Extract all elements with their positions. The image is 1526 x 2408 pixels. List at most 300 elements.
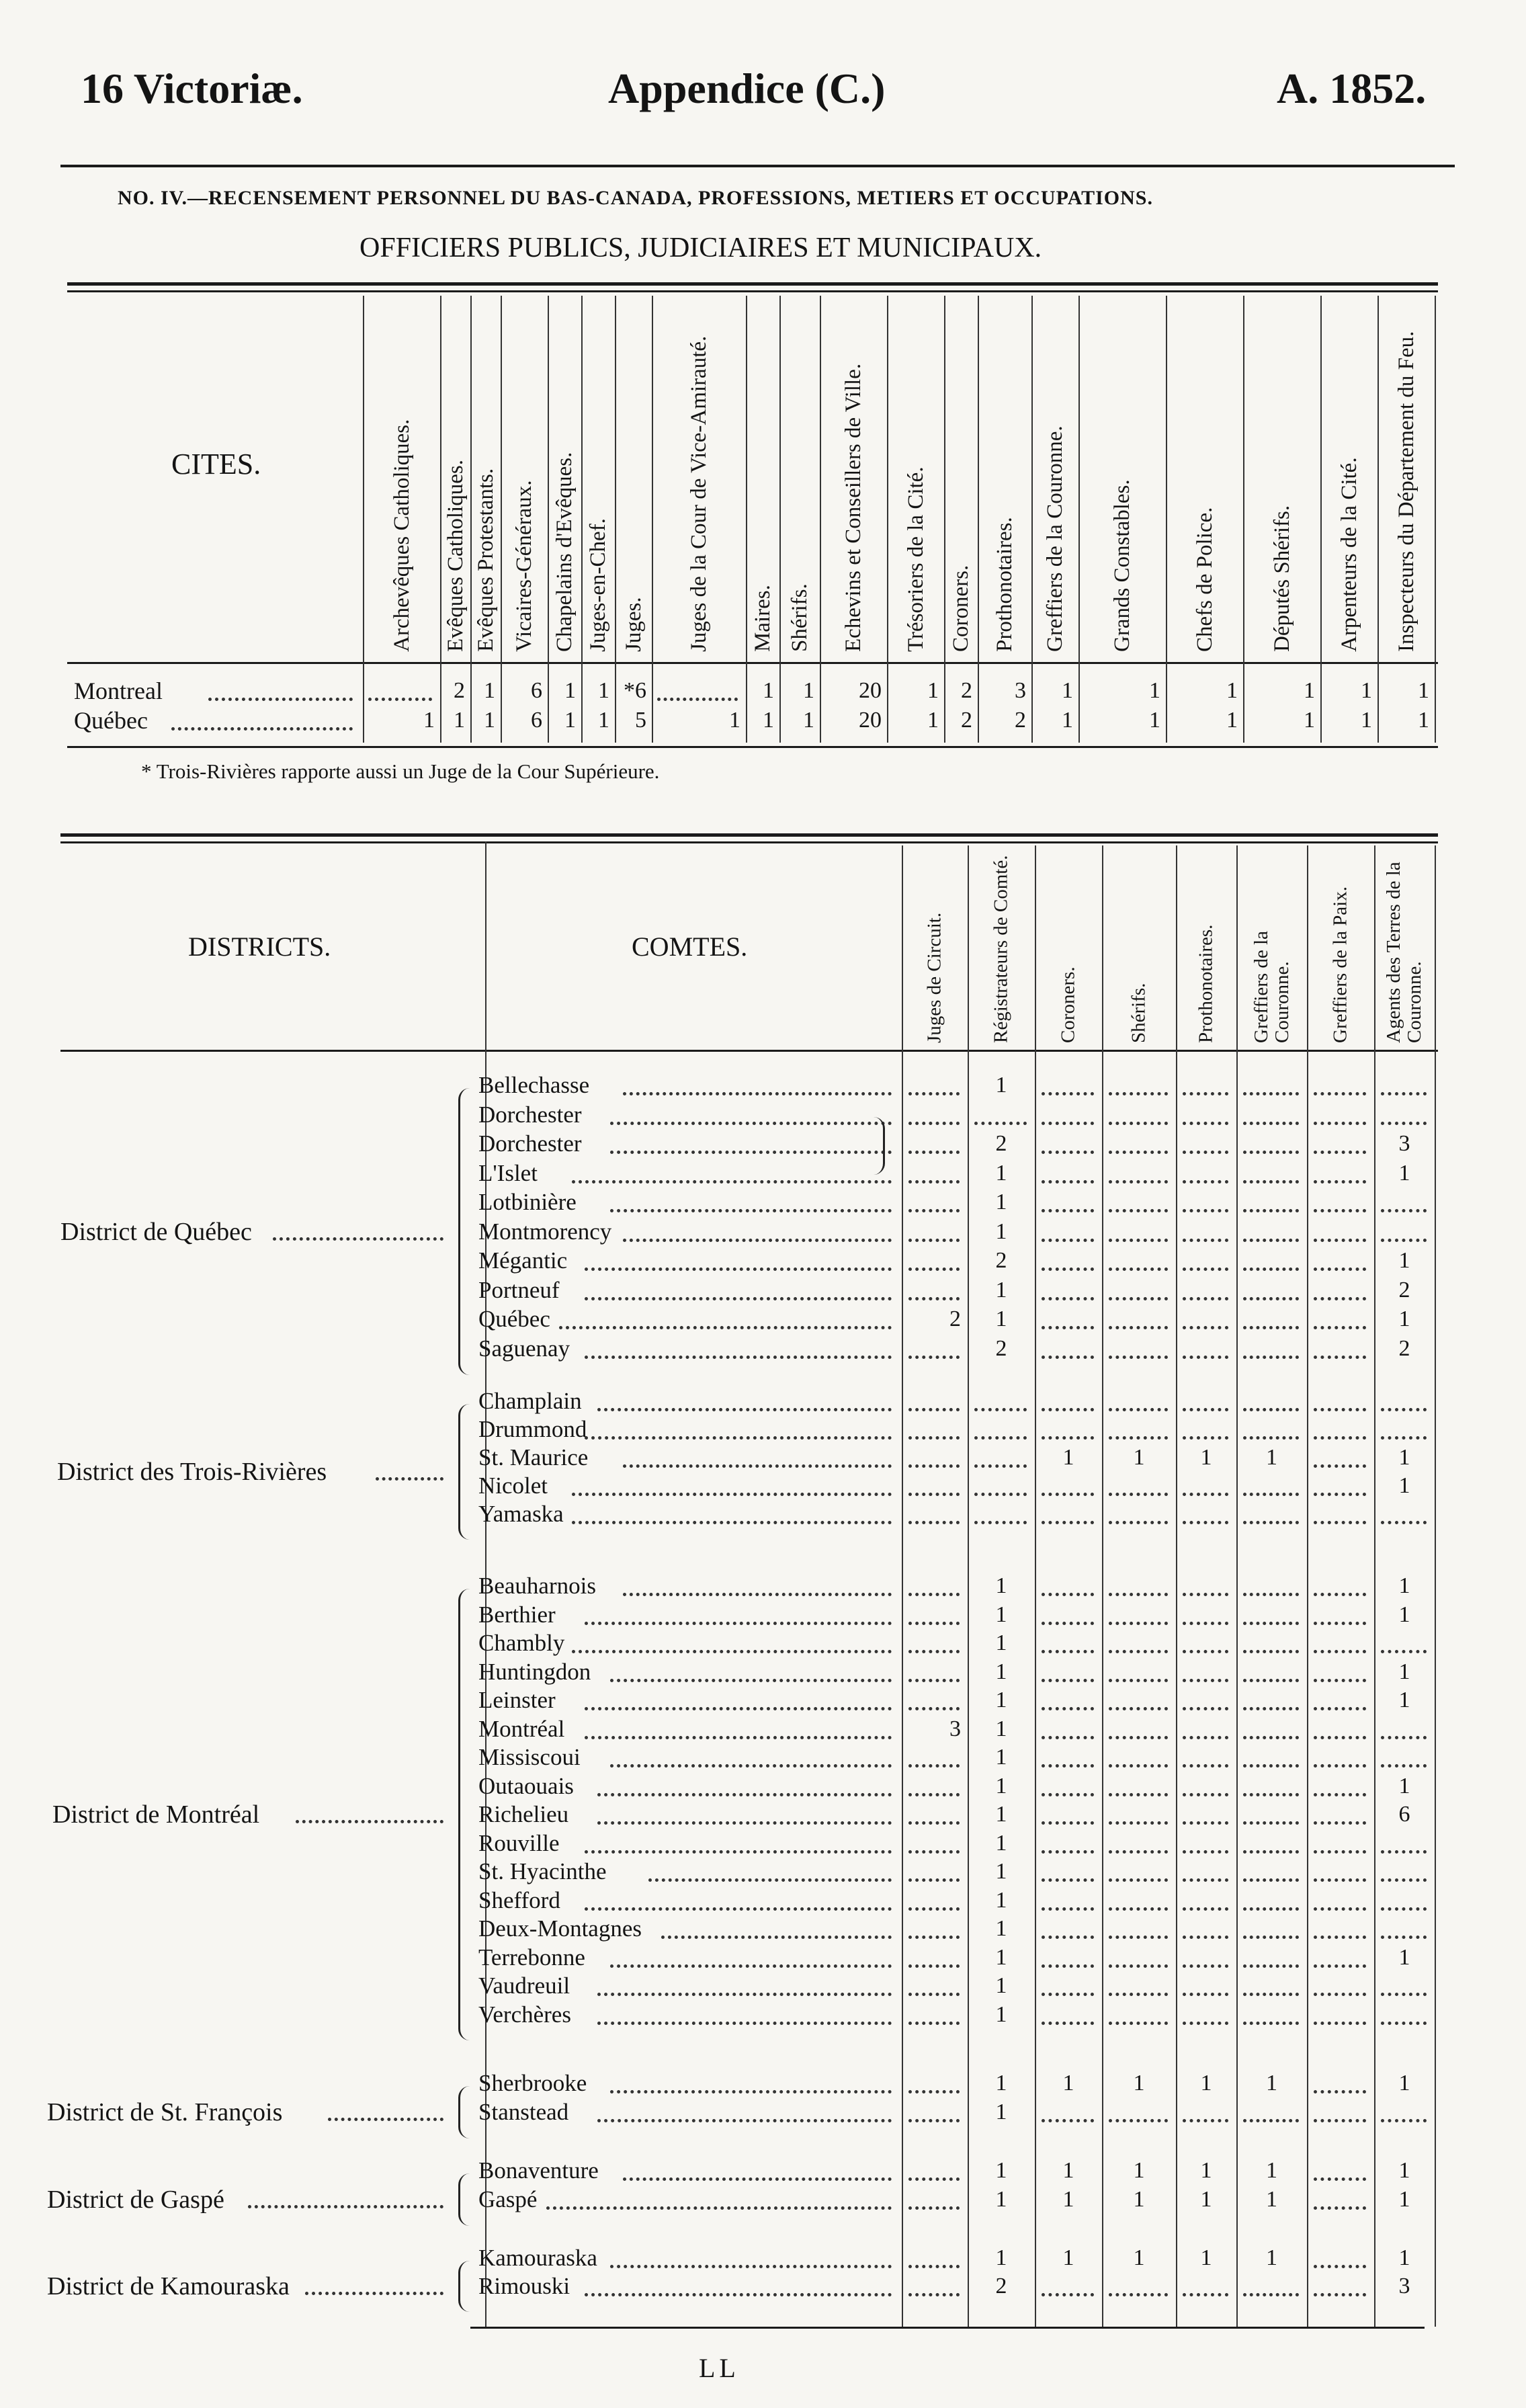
table2-empty-cell-dots — [1243, 1177, 1299, 1184]
table1-col-divider — [652, 296, 653, 743]
county-leader — [585, 1905, 892, 1911]
table2-empty-cell-dots — [1109, 1590, 1168, 1596]
table1-cell: 1 — [1418, 678, 1429, 703]
table1-col-divider — [1320, 296, 1322, 743]
table2-empty-cell-dots — [1314, 1323, 1366, 1329]
table2-empty-cell-dots — [1243, 1434, 1299, 1440]
table1-cell: 1 — [1418, 708, 1429, 733]
table1-row-name: Montreal — [74, 677, 163, 704]
table2-cell: 2 — [995, 1335, 1007, 1361]
table1-cell: 1 — [763, 678, 774, 703]
table2-cell: 1 — [995, 1688, 1007, 1712]
table2-empty-cell-dots — [1243, 2019, 1299, 2025]
table2-cell: 1 — [1398, 1659, 1410, 1684]
table2-empty-cell-dots — [1183, 2116, 1228, 2122]
table2-cell: 1 — [995, 1916, 1007, 1941]
table1-cell: 1 — [803, 678, 814, 703]
table2-empty-cell-dots — [1042, 1761, 1094, 1768]
table1-col-header: Evêques Catholiques. — [443, 460, 468, 652]
table1-col-divider — [1078, 296, 1080, 743]
county-name: Deux-Montagnes — [478, 1915, 642, 1942]
table2-cell: 1 — [1062, 2187, 1074, 2212]
table2-empty-cell-dots — [1243, 1590, 1299, 1596]
table2-cell: 1 — [995, 2187, 1007, 2212]
table2-empty-cell-dots — [908, 1405, 960, 1411]
table2-col-divider — [1102, 845, 1103, 2327]
table2-empty-cell-dots — [1183, 1819, 1228, 1825]
table1-col-header: Prothonotaires. — [992, 517, 1017, 652]
table2-empty-cell-dots — [1042, 1518, 1094, 1524]
table2-empty-cell-dots — [1042, 1847, 1094, 1854]
table2-empty-cell-dots — [908, 2290, 960, 2296]
table1-col-divider — [1377, 296, 1379, 743]
table2-empty-cell-dots — [1314, 1405, 1366, 1411]
table2-empty-cell-dots — [1243, 1089, 1299, 1095]
table2-empty-cell-dots — [1042, 2116, 1094, 2122]
table2-empty-cell-dots — [1314, 1876, 1366, 1882]
table1-col-header: Maires. — [751, 585, 775, 652]
table2-empty-cell-dots — [1314, 2290, 1366, 2296]
table2-empty-cell-dots — [1042, 1619, 1094, 1625]
table1-col-header: Chefs de Police. — [1192, 507, 1217, 652]
county-name: St. Maurice — [478, 1444, 589, 1470]
table2-empty-cell-dots — [1183, 1590, 1228, 1596]
county-name: Chambly — [478, 1630, 565, 1656]
table2-empty-cell-dots — [1109, 1518, 1168, 1524]
county-leader — [597, 1790, 892, 1796]
table1-cell: 1 — [564, 678, 576, 703]
county-leader — [661, 1933, 892, 1939]
table2-empty-cell-dots — [1183, 1733, 1228, 1739]
table1-col-divider — [470, 296, 472, 743]
district-leader — [296, 1817, 443, 1823]
header-center: Appendice (C.) — [608, 65, 886, 112]
table2-col-divider — [1035, 845, 1036, 2327]
county-name: Montmorency — [478, 1218, 612, 1245]
table2-empty-cell-dots — [1381, 1206, 1427, 1212]
table2-empty-cell-dots — [1183, 1490, 1228, 1496]
table2-cell: 1 — [1200, 2071, 1212, 2095]
table2-empty-cell-dots — [1109, 1847, 1168, 1854]
table2-cell: 2 — [995, 1131, 1007, 1156]
table2-empty-cell-dots — [1109, 1177, 1168, 1184]
table1-cell: 20 — [859, 678, 882, 703]
table1-col-header: Vicaires-Généraux. — [512, 480, 536, 652]
table2-empty-cell-dots — [1042, 1590, 1094, 1596]
table2-empty-cell-dots — [1314, 1294, 1366, 1300]
table2-empty-cell-dots — [1243, 1933, 1299, 1939]
table2-col-header: Coroners. — [1057, 966, 1079, 1043]
table2-empty-cell-dots — [1042, 1819, 1094, 1825]
table2-empty-cell-dots — [1314, 1790, 1366, 1796]
table2-col-header: Greffiers de la Couronne. — [1250, 931, 1293, 1043]
county-name: Stanstead — [478, 2099, 569, 2125]
table2-empty-cell-dots — [908, 1761, 960, 1768]
table2-cell: 1 — [995, 1190, 1007, 1214]
table1-cell: 1 — [803, 708, 814, 733]
table2-cell: 1 — [1398, 2071, 1410, 2095]
table2-empty-cell-dots — [1183, 1761, 1228, 1768]
table2-empty-cell-dots — [1183, 1790, 1228, 1796]
table2-empty-cell-dots — [908, 1490, 960, 1496]
district-name: District des Trois-Rivières — [57, 1458, 327, 1486]
table2-empty-cell-dots — [1314, 1847, 1366, 1854]
table2-empty-cell-dots — [1314, 1962, 1366, 1968]
table2-empty-cell-dots — [1183, 1990, 1228, 1996]
county-name: Bellechasse — [478, 1072, 590, 1098]
table1-cell: *6 — [624, 678, 646, 703]
county-leader — [623, 2175, 892, 2181]
table1-col-divider — [887, 296, 888, 743]
table1-cell: 1 — [1361, 678, 1372, 703]
table1-col-header: Shérifs. — [788, 583, 812, 652]
county-leader — [585, 1434, 892, 1440]
table1-cell: 1 — [484, 678, 495, 703]
table2-empty-cell-dots — [974, 1462, 1027, 1468]
table2-empty-cell-dots — [1314, 1704, 1366, 1710]
county-leader — [546, 2204, 892, 2210]
table2-empty-cell-dots — [1109, 1933, 1168, 1939]
table2-cell: 1 — [995, 1659, 1007, 1684]
table2-cell: 1 — [995, 1160, 1007, 1186]
table2-empty-cell-dots — [1183, 1265, 1228, 1271]
table2-col-divider — [1176, 845, 1177, 2327]
table1-col-divider — [548, 296, 549, 743]
table2-empty-cell-dots — [908, 1962, 960, 1968]
table1-cell: 6 — [531, 708, 542, 733]
table2-empty-cell-dots — [1183, 1962, 1228, 1968]
table2-cell: 3 — [949, 1716, 961, 1741]
county-name: Portneuf — [478, 1276, 560, 1303]
table2-empty-cell-dots — [1042, 2019, 1094, 2025]
county-leader — [610, 1962, 892, 1968]
table2-empty-cell-dots — [908, 2262, 960, 2268]
table2-empty-cell-dots — [908, 1434, 960, 1440]
county-name: Lotbinière — [478, 1189, 577, 1215]
table1-col-divider — [944, 296, 945, 743]
table2-empty-cell-dots — [1381, 1405, 1427, 1411]
table1-cell: 3 — [1015, 678, 1026, 703]
table2-empty-cell-dots — [1042, 1265, 1094, 1271]
county-name: Shefford — [478, 1886, 560, 1913]
table2-empty-cell-dots — [1314, 2262, 1366, 2268]
table2-col-comtes: COMTES. — [632, 931, 748, 962]
table2-empty-cell-dots — [1243, 1119, 1299, 1125]
dorchester-brace — [874, 1117, 885, 1175]
table2-cell: 1 — [1200, 1445, 1212, 1470]
table2-cell: 2 — [995, 1248, 1007, 1273]
county-leader — [585, 1353, 892, 1359]
county-leader — [585, 1265, 892, 1271]
table1-empty-cell-dots — [368, 695, 432, 701]
table2-empty-cell-dots — [1243, 2290, 1299, 2296]
table2-cell: 1 — [995, 1602, 1007, 1627]
table2-empty-cell-dots — [908, 1236, 960, 1242]
table2-col-header: Shérifs. — [1128, 983, 1150, 1043]
table2-empty-cell-dots — [1314, 1265, 1366, 1271]
table1-empty-cell-dots — [657, 695, 738, 701]
table1-cell: 1 — [1149, 678, 1160, 703]
table2-cell: 1 — [1398, 1688, 1410, 1712]
table2-empty-cell-dots — [1042, 1177, 1094, 1184]
table2-empty-cell-dots — [1109, 1206, 1168, 1212]
table2-empty-cell-dots — [908, 1676, 960, 1682]
table2-cell: 1 — [995, 2071, 1007, 2095]
table1-col-divider — [820, 296, 821, 743]
table2-header-rule — [60, 1050, 1438, 1052]
district-leader — [305, 2289, 443, 2295]
table2-empty-cell-dots — [1183, 1876, 1228, 1882]
table2-empty-cell-dots — [1042, 1647, 1094, 1653]
county-name: Québec — [478, 1306, 550, 1332]
county-name: Nicolet — [478, 1472, 548, 1499]
county-leader — [585, 1704, 892, 1710]
county-leader — [597, 1405, 892, 1411]
table2-empty-cell-dots — [1243, 1876, 1299, 1882]
table2-empty-cell-dots — [908, 2204, 960, 2210]
county-leader — [585, 2290, 892, 2296]
table2-cell: 1 — [995, 1859, 1007, 1884]
table2-empty-cell-dots — [1314, 1933, 1366, 1939]
county-leader — [623, 1089, 892, 1095]
table2-cell: 1 — [1133, 2071, 1145, 2095]
table2-empty-cell-dots — [1381, 1733, 1427, 1739]
table2-cell: 1 — [1266, 2071, 1277, 2095]
table1-row-leader — [171, 724, 353, 731]
table2-empty-cell-dots — [908, 1265, 960, 1271]
table2-cell: 1 — [1266, 2187, 1277, 2212]
table2-cell: 1 — [1398, 1602, 1410, 1627]
table1-cell: 1 — [927, 708, 939, 733]
table2-empty-cell-dots — [1381, 1119, 1427, 1125]
table2-empty-cell-dots — [1109, 1119, 1168, 1125]
table2-empty-cell-dots — [1243, 1962, 1299, 1968]
table2-col-header: Agents des Terres de la Couronne. — [1383, 862, 1425, 1043]
table1-bottom-rule — [67, 746, 1438, 748]
table2-cell: 2 — [995, 2274, 1007, 2298]
table2-empty-cell-dots — [1183, 1518, 1228, 1524]
table2-empty-cell-dots — [1314, 2175, 1366, 2181]
table2-empty-cell-dots — [1042, 1434, 1094, 1440]
table2-empty-cell-dots — [1183, 1148, 1228, 1154]
table2-empty-cell-dots — [1109, 1676, 1168, 1682]
table2-empty-cell-dots — [1381, 1089, 1427, 1095]
table1-cell: 1 — [1304, 708, 1315, 733]
table2-empty-cell-dots — [1314, 1434, 1366, 1440]
county-leader — [610, 1676, 892, 1682]
table2-empty-cell-dots — [1042, 1962, 1094, 1968]
table1-col-header: Chapelains d'Evêques. — [552, 452, 577, 652]
table1-row-name: Québec — [74, 707, 148, 734]
table2-empty-cell-dots — [1314, 1647, 1366, 1653]
district-name: District de St. François — [47, 2098, 283, 2126]
table2-empty-cell-dots — [1042, 1089, 1094, 1095]
table2-cell: 1 — [1133, 2245, 1145, 2270]
district-leader — [328, 2115, 443, 2121]
table2-cell: 1 — [1398, 1160, 1410, 1186]
table2-empty-cell-dots — [1109, 1962, 1168, 1968]
table2-col-divider — [1307, 845, 1308, 2327]
county-name: Gaspé — [478, 2186, 538, 2212]
table1-col-divider — [1166, 296, 1167, 743]
table2-empty-cell-dots — [1042, 1876, 1094, 1882]
table1-top-rule — [67, 282, 1438, 286]
table2-cell: 1 — [1200, 2158, 1212, 2183]
table2-empty-cell-dots — [1314, 1462, 1366, 1468]
county-name: Leinster — [478, 1687, 556, 1713]
table2-empty-cell-dots — [1314, 1353, 1366, 1359]
table2-cell: 1 — [1398, 1573, 1410, 1598]
county-leader — [559, 1323, 892, 1329]
table2-empty-cell-dots — [908, 1619, 960, 1625]
table2-empty-cell-dots — [1243, 1265, 1299, 1271]
table2-empty-cell-dots — [1042, 1733, 1094, 1739]
county-leader — [585, 1619, 892, 1625]
district-leader — [273, 1235, 443, 1241]
county-leader — [572, 1647, 892, 1653]
table2-cell: 1 — [1398, 1306, 1410, 1331]
table2-empty-cell-dots — [1109, 1619, 1168, 1625]
table2-empty-cell-dots — [908, 1119, 960, 1125]
table1-cell: 1 — [1226, 708, 1238, 733]
table2-empty-cell-dots — [1183, 2019, 1228, 2025]
table2-cell: 1 — [1398, 2245, 1410, 2270]
table2-empty-cell-dots — [908, 1148, 960, 1154]
table2-empty-cell-dots — [1243, 1733, 1299, 1739]
table2-col-districts: DISTRICTS. — [188, 931, 331, 962]
table2-empty-cell-dots — [1314, 1676, 1366, 1682]
table2-empty-cell-dots — [908, 1206, 960, 1212]
table2-empty-cell-dots — [1314, 1148, 1366, 1154]
table1-col-divider — [1243, 296, 1244, 743]
county-leader — [610, 1206, 892, 1212]
county-name: L'Islet — [478, 1159, 538, 1186]
table2-empty-cell-dots — [1243, 1619, 1299, 1625]
table2-cell: 1 — [1133, 2158, 1145, 2183]
table2-empty-cell-dots — [1243, 1405, 1299, 1411]
table2-empty-cell-dots — [1243, 1518, 1299, 1524]
table1-col-header: Archevêques Catholiques. — [389, 419, 414, 652]
table2-empty-cell-dots — [1381, 1847, 1427, 1854]
district-name: District de Montréal — [52, 1800, 260, 1829]
header-left: 16 Victoriæ. — [81, 65, 303, 112]
county-name: Champlain — [478, 1388, 582, 1414]
district-brace — [458, 2261, 470, 2312]
table1-col-header: Trésoriers de la Cité. — [903, 466, 928, 652]
table2-cell: 1 — [1062, 2071, 1074, 2095]
header-right: A. 1852. — [1277, 65, 1427, 112]
table2-empty-cell-dots — [1243, 1323, 1299, 1329]
district-brace — [458, 2086, 470, 2139]
table2-empty-cell-dots — [1183, 1905, 1228, 1911]
table2-empty-cell-dots — [908, 1294, 960, 1300]
table2-empty-cell-dots — [1314, 1905, 1366, 1911]
table1-cell: 2 — [454, 678, 465, 703]
table2-empty-cell-dots — [1109, 1434, 1168, 1440]
table2-cell: 1 — [1398, 1773, 1410, 1798]
table2-empty-cell-dots — [1314, 2087, 1366, 2093]
table1-col-divider — [440, 296, 441, 743]
table2-cell: 2 — [949, 1306, 961, 1331]
table1-cell: 1 — [454, 708, 465, 733]
table2-empty-cell-dots — [1042, 1790, 1094, 1796]
table2-cell: 1 — [1200, 2245, 1212, 2270]
table2-empty-cell-dots — [974, 1518, 1027, 1524]
table2-empty-cell-dots — [908, 1353, 960, 1359]
county-leader — [585, 1294, 892, 1300]
table2-empty-cell-dots — [908, 1819, 960, 1825]
county-leader — [597, 2116, 892, 2122]
table2-cell: 1 — [995, 1277, 1007, 1302]
table2-empty-cell-dots — [1109, 1647, 1168, 1653]
table2-empty-cell-dots — [1042, 1148, 1094, 1154]
table2-empty-cell-dots — [908, 2087, 960, 2093]
table2-col-divider — [902, 845, 903, 2327]
county-name: Outaouais — [478, 1772, 574, 1799]
table2-empty-cell-dots — [1109, 1089, 1168, 1095]
table2-empty-cell-dots — [1183, 1704, 1228, 1710]
table2-empty-cell-dots — [1042, 1353, 1094, 1359]
table1-cell: 1 — [1361, 708, 1372, 733]
table2-empty-cell-dots — [1243, 1990, 1299, 1996]
table2-empty-cell-dots — [1314, 1819, 1366, 1825]
table2-cell: 2 — [1398, 1335, 1410, 1361]
table2-col-divider — [1236, 845, 1238, 2327]
table1-col-divider — [615, 296, 616, 743]
county-name: Saguenay — [478, 1335, 570, 1362]
table2-empty-cell-dots — [1183, 1933, 1228, 1939]
table2-empty-cell-dots — [1109, 1761, 1168, 1768]
county-leader — [597, 1990, 892, 1996]
table2-cell: 1 — [1398, 1944, 1410, 1970]
county-leader — [572, 1177, 892, 1184]
district-leader — [248, 2202, 443, 2208]
table2-empty-cell-dots — [1243, 1148, 1299, 1154]
table2-empty-cell-dots — [1314, 1518, 1366, 1524]
district-name: District de Gaspé — [47, 2186, 224, 2214]
table1-col-divider — [501, 296, 502, 743]
table2-top-rule — [60, 833, 1438, 837]
table2-empty-cell-dots — [1109, 1704, 1168, 1710]
table2-empty-cell-dots — [1109, 1790, 1168, 1796]
county-leader — [585, 1847, 892, 1854]
table2-cell: 1 — [995, 1716, 1007, 1741]
table2-cell: 1 — [995, 1073, 1007, 1097]
table1-col-header: Juges. — [621, 597, 646, 652]
table2-empty-cell-dots — [1042, 1206, 1094, 1212]
table2-empty-cell-dots — [1183, 1119, 1228, 1125]
county-leader — [597, 2019, 892, 2025]
table1-col-divider — [363, 296, 364, 743]
table1-col-divider — [779, 296, 781, 743]
county-leader — [610, 2262, 892, 2268]
table2-empty-cell-dots — [908, 2116, 960, 2122]
county-leader — [610, 1148, 892, 1154]
table2-empty-cell-dots — [908, 2175, 960, 2181]
table2-cell: 1 — [1062, 2158, 1074, 2183]
table2-empty-cell-dots — [1042, 1236, 1094, 1242]
district-brace — [458, 2173, 470, 2226]
table2-cell: 1 — [995, 1306, 1007, 1331]
table2-cell: 1 — [995, 1218, 1007, 1244]
table2-empty-cell-dots — [1314, 2204, 1366, 2210]
table1-col-divider — [746, 296, 747, 743]
table2-empty-cell-dots — [1042, 1990, 1094, 1996]
table2-empty-cell-dots — [1381, 2019, 1427, 2025]
table2-cell: 1 — [995, 1573, 1007, 1598]
county-name: Kamouraska — [478, 2245, 597, 2271]
county-leader — [623, 1462, 892, 1468]
